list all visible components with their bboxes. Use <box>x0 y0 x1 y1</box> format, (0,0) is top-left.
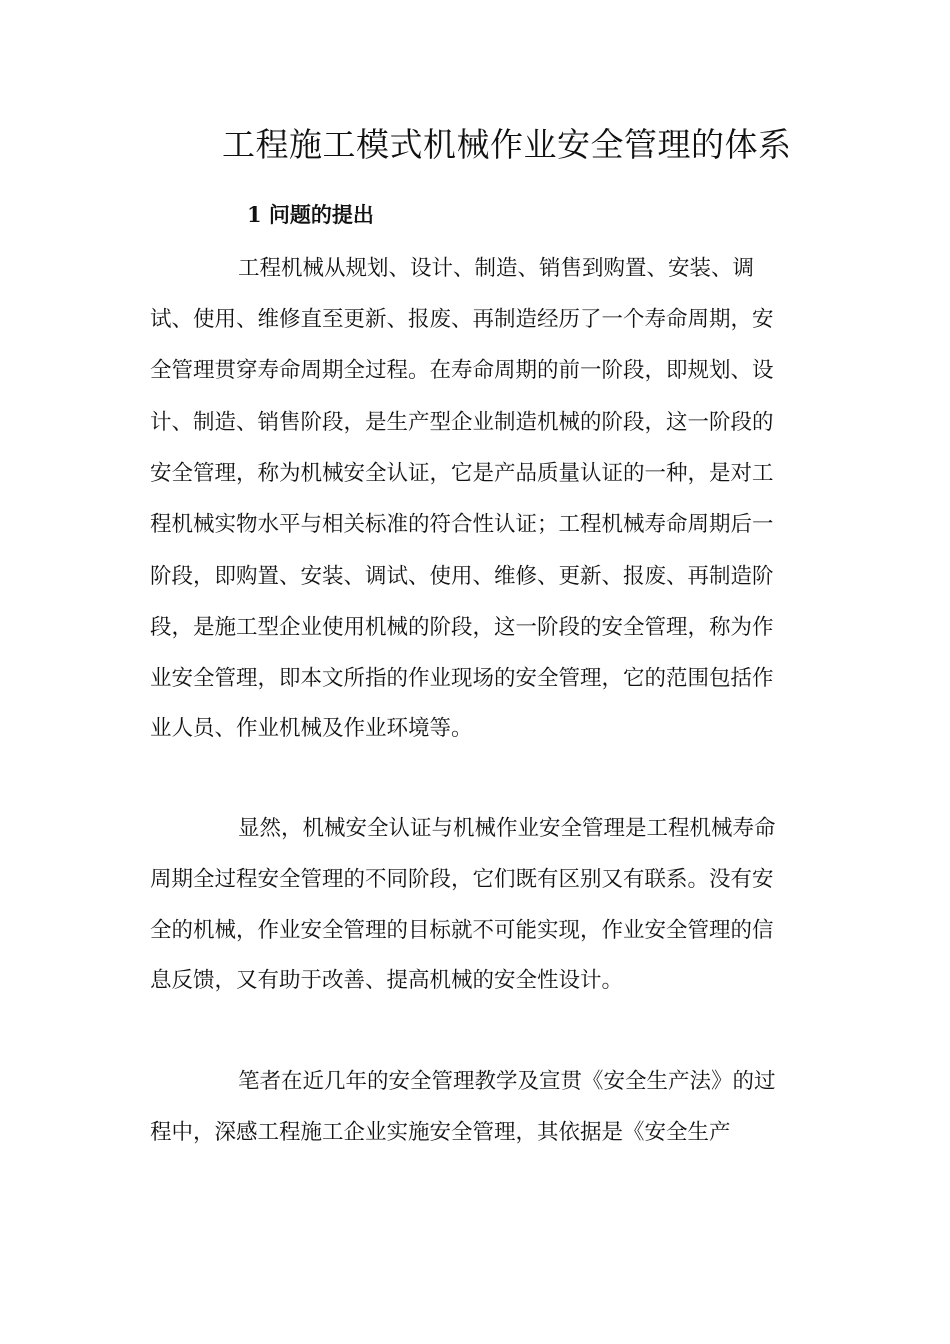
paragraph-line: 全的机械，作业安全管理的目标就不可能实现，作业安全管理的信 <box>150 918 774 943</box>
document-title: 工程施工模式机械作业安全管理的体系 <box>222 125 792 164</box>
section-heading: 1 问题的提出 <box>247 202 374 227</box>
paragraph-line: 周期全过程安全管理的不同阶段，它们既有区别又有联系。没有安 <box>150 867 774 892</box>
paragraph-line: 全管理贯穿寿命周期全过程。在寿命周期的前一阶段，即规划、设 <box>150 358 774 383</box>
paragraph-line: 工程机械从规划、设计、制造、销售到购置、安装、调 <box>238 256 755 281</box>
paragraph-line: 业安全管理，即本文所指的作业现场的安全管理，它的范围包括作 <box>150 666 774 691</box>
paragraph-line: 段，是施工型企业使用机械的阶段，这一阶段的安全管理，称为作 <box>150 615 774 640</box>
paragraph-line: 安全管理，称为机械安全认证，它是产品质量认证的一种，是对工 <box>150 461 774 486</box>
paragraph-line: 试、使用、维修直至更新、报废、再制造经历了一个寿命周期，安 <box>150 307 774 332</box>
paragraph-line: 业人员、作业机械及作业环境等。 <box>150 716 473 741</box>
paragraph-line: 笔者在近几年的安全管理教学及宣贯《安全生产法》的过 <box>238 1069 776 1094</box>
paragraph-line: 显然，机械安全认证与机械作业安全管理是工程机械寿命 <box>238 816 776 841</box>
paragraph-line: 程中，深感工程施工企业实施安全管理，其依据是《安全生产 <box>150 1120 731 1145</box>
paragraph-line: 息反馈，又有助于改善、提高机械的安全性设计。 <box>150 968 624 993</box>
paragraph-line: 程机械实物水平与相关标准的符合性认证；工程机械寿命周期后一 <box>150 512 774 537</box>
paragraph-line: 阶段，即购置、安装、调试、使用、维修、更新、报废、再制造阶 <box>150 564 774 589</box>
paragraph-line: 计、制造、销售阶段，是生产型企业制造机械的阶段，这一阶段的 <box>150 410 774 435</box>
